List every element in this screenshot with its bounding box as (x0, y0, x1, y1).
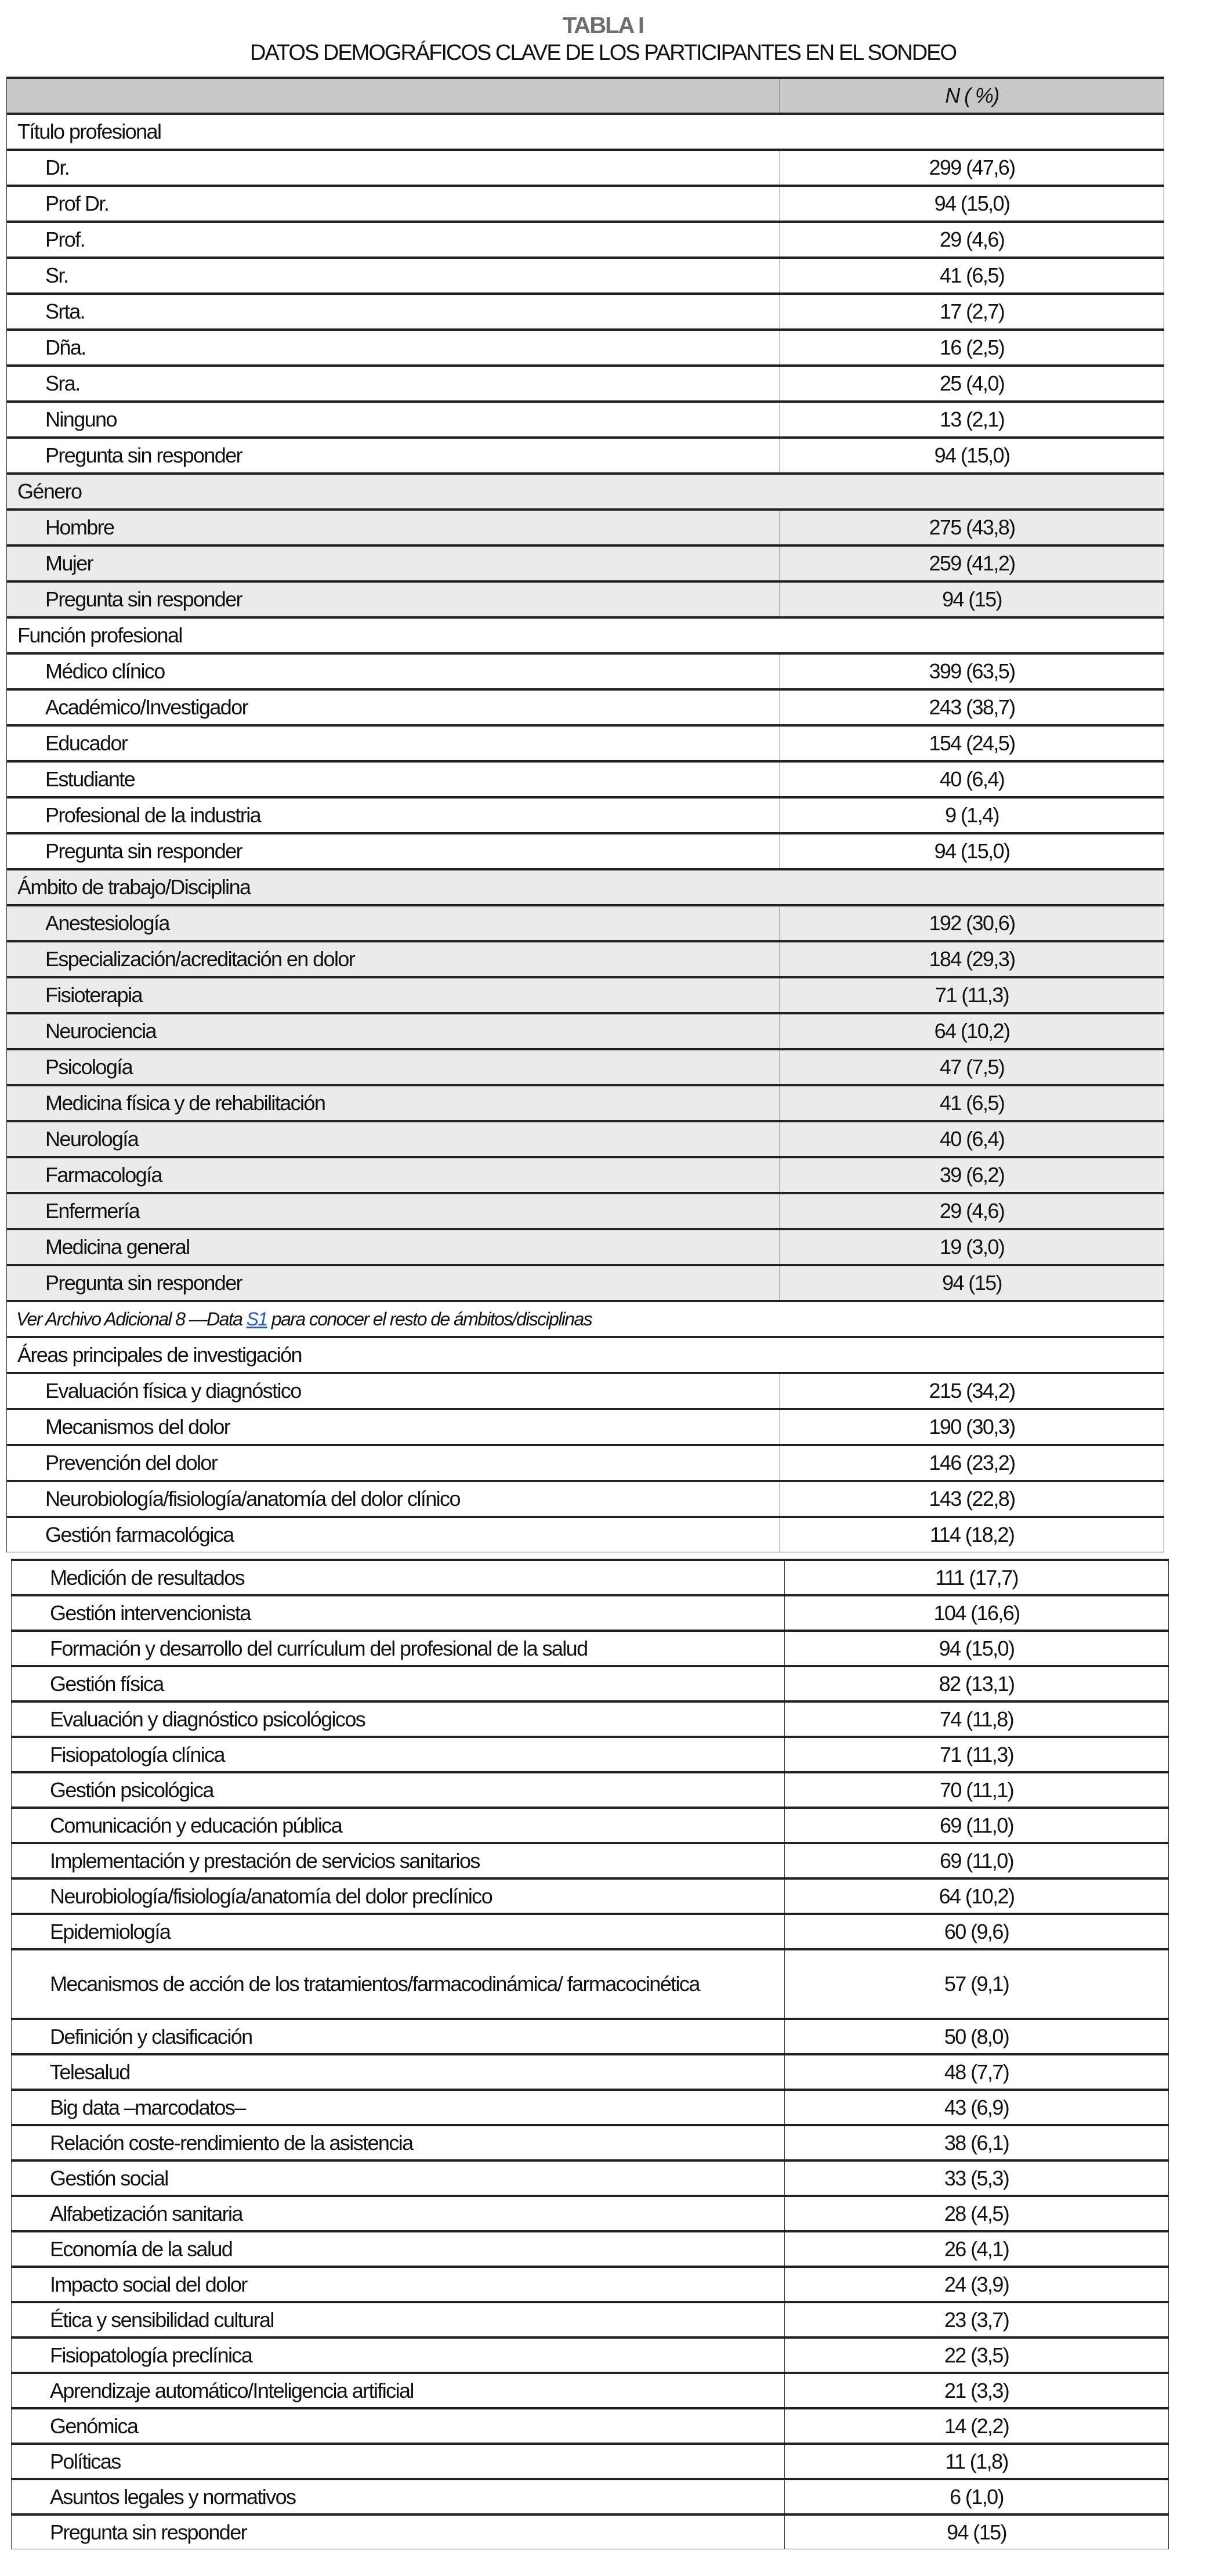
table-row (7, 1445, 1164, 1481)
table-row (12, 2514, 1169, 2549)
row-label: Epidemiología (12, 1914, 785, 1949)
row-value: 28 (4,5) (785, 2196, 1169, 2231)
table-header-row (7, 78, 1164, 114)
row-label: Políticas (12, 2444, 785, 2479)
row-label: Medicina física y de rehabilitación (7, 1085, 780, 1121)
row-value: 48 (7,7) (785, 2054, 1169, 2090)
row-label: Formación y desarrollo del currículum del profesional de la salud (12, 1631, 785, 1666)
row-label: Pregunta sin responder (7, 833, 780, 869)
table-row (12, 2408, 1169, 2444)
table-row (7, 294, 1164, 330)
row-value: 82 (13,1) (785, 1666, 1169, 1701)
row-value: 114 (18,2) (780, 1517, 1164, 1552)
demographics-table-continuation (11, 1559, 1169, 2549)
row-value: 275 (43,8) (780, 510, 1164, 545)
note-row (7, 1301, 1164, 1337)
row-value: 21 (3,3) (785, 2373, 1169, 2408)
row-value: 22 (3,5) (785, 2337, 1169, 2373)
row-value: 17 (2,7) (780, 294, 1164, 330)
table-row (12, 2196, 1169, 2231)
row-value: 399 (63,5) (780, 653, 1164, 689)
table-row (7, 1121, 1164, 1157)
supplement-link[interactable]: S1 (246, 1308, 267, 1329)
row-label: Comunicación y educación pública (12, 1808, 785, 1843)
row-value: 40 (6,4) (780, 1121, 1164, 1157)
row-value: 243 (38,7) (780, 689, 1164, 725)
table-row (7, 797, 1164, 833)
row-value: 6 (1,0) (785, 2479, 1169, 2514)
row-label: Neurobiología/fisiología/anatomía del dolor preclínico (12, 1878, 785, 1914)
table-row (7, 761, 1164, 797)
row-label: Pregunta sin responder (7, 438, 780, 474)
table-row (7, 1193, 1164, 1229)
row-value: 69 (11,0) (785, 1843, 1169, 1878)
row-label: Psicología (7, 1049, 780, 1085)
row-label: Médico clínico (7, 653, 780, 689)
row-value: 94 (15,0) (780, 438, 1164, 474)
table-row (7, 1229, 1164, 1265)
table-row (12, 1949, 1169, 2019)
table-row (12, 2125, 1169, 2160)
section-label: Función profesional (7, 617, 1164, 653)
table-row (7, 977, 1164, 1013)
table-row (12, 2090, 1169, 2125)
row-value: 69 (11,0) (785, 1808, 1169, 1843)
row-label: Estudiante (7, 761, 780, 797)
note-text-before: Ver Archivo Adicional 8 —Data (16, 1308, 247, 1329)
table-row (12, 1878, 1169, 1914)
row-value: 41 (6,5) (780, 1085, 1164, 1121)
table-row (7, 1373, 1164, 1409)
row-value: 71 (11,3) (780, 977, 1164, 1013)
section-header-row (7, 617, 1164, 653)
row-label: Relación coste-rendimiento de la asistencia (12, 2125, 785, 2160)
table-row (7, 1157, 1164, 1193)
section-header-row (7, 474, 1164, 510)
row-value: 104 (16,6) (785, 1595, 1169, 1631)
row-label: Pregunta sin responder (7, 1265, 780, 1301)
table-row (12, 1631, 1169, 1666)
table-row (12, 1595, 1169, 1631)
row-value: 143 (22,8) (780, 1481, 1164, 1517)
row-value: 19 (3,0) (780, 1229, 1164, 1265)
section-label: Título profesional (7, 114, 1164, 150)
row-value: 60 (9,6) (785, 1914, 1169, 1949)
row-value: 39 (6,2) (780, 1157, 1164, 1193)
row-label: Prevención del dolor (7, 1445, 780, 1481)
table-row (7, 186, 1164, 222)
table-row (7, 905, 1164, 941)
row-label: Mecanismos del dolor (7, 1409, 780, 1445)
row-label: Prof Dr. (7, 186, 780, 222)
table-row (7, 581, 1164, 617)
row-value: 184 (29,3) (780, 941, 1164, 977)
row-label: Evaluación y diagnóstico psicológicos (12, 1701, 785, 1737)
row-label: Gestión farmacológica (7, 1517, 780, 1552)
table-title: TABLA I (562, 13, 644, 38)
row-value: 94 (15) (780, 581, 1164, 617)
row-label: Medición de resultados (12, 1560, 785, 1595)
row-label: Ninguno (7, 402, 780, 438)
row-label: Definición y clasificación (12, 2019, 785, 2054)
row-label: Fisiopatología clínica (12, 1737, 785, 1772)
row-value: 13 (2,1) (780, 402, 1164, 438)
row-value: 43 (6,9) (785, 2090, 1169, 2125)
table-row (7, 258, 1164, 294)
row-label: Neurología (7, 1121, 780, 1157)
row-label: Gestión social (12, 2160, 785, 2196)
row-label: Mecanismos de acción de los tratamientos/farmacodinámica/ farmacocinética (12, 1949, 785, 2019)
table-row (12, 1772, 1169, 1808)
table-row (12, 2337, 1169, 2373)
section-header-row (7, 114, 1164, 150)
row-value: 94 (15,0) (780, 186, 1164, 222)
demographics-table (6, 77, 1164, 1552)
table-row (7, 545, 1164, 581)
row-value: 192 (30,6) (780, 905, 1164, 941)
table-row (7, 1481, 1164, 1517)
row-label: Anestesiología (7, 905, 780, 941)
table-row (12, 2267, 1169, 2302)
table-row (12, 2302, 1169, 2337)
row-value: 190 (30,3) (780, 1409, 1164, 1445)
row-value: 9 (1,4) (780, 797, 1164, 833)
row-value: 24 (3,9) (785, 2267, 1169, 2302)
row-label: Asuntos legales y normativos (12, 2479, 785, 2514)
table-row (12, 2231, 1169, 2267)
table-row (12, 2054, 1169, 2090)
row-value: 74 (11,8) (785, 1701, 1169, 1737)
table-row (12, 2019, 1169, 2054)
row-value: 16 (2,5) (780, 330, 1164, 366)
row-value: 94 (15) (780, 1265, 1164, 1301)
header-blank-cell (7, 78, 780, 114)
row-value: 25 (4,0) (780, 366, 1164, 402)
header-n-percent: N ( %) (780, 78, 1164, 114)
row-value: 215 (34,2) (780, 1373, 1164, 1409)
row-value: 64 (10,2) (785, 1878, 1169, 1914)
row-label: Evaluación física y diagnóstico (7, 1373, 780, 1409)
row-label: Gestión psicológica (12, 1772, 785, 1808)
row-value: 38 (6,1) (785, 2125, 1169, 2160)
row-label: Neurociencia (7, 1013, 780, 1049)
row-value: 50 (8,0) (785, 2019, 1169, 2054)
section-label: Áreas principales de investigación (7, 1337, 1164, 1373)
row-label: Farmacología (7, 1157, 780, 1193)
table-row (7, 366, 1164, 402)
row-value: 29 (4,6) (780, 1193, 1164, 1229)
row-label: Dña. (7, 330, 780, 366)
row-value: 259 (41,2) (780, 545, 1164, 581)
row-label: Medicina general (7, 1229, 780, 1265)
row-label: Telesalud (12, 2054, 785, 2090)
row-value: 14 (2,2) (785, 2408, 1169, 2444)
row-value: 71 (11,3) (785, 1737, 1169, 1772)
row-label: Fisioterapia (7, 977, 780, 1013)
row-label: Gestión física (12, 1666, 785, 1701)
table-row (12, 1808, 1169, 1843)
row-value: 146 (23,2) (780, 1445, 1164, 1481)
row-value: 154 (24,5) (780, 725, 1164, 761)
row-label: Pregunta sin responder (12, 2514, 785, 2549)
row-label: Enfermería (7, 1193, 780, 1229)
table-row (12, 1843, 1169, 1878)
table-row (12, 2444, 1169, 2479)
table-row (12, 1914, 1169, 1949)
row-label: Sra. (7, 366, 780, 402)
row-label: Srta. (7, 294, 780, 330)
table-row (7, 1265, 1164, 1301)
table-row (7, 941, 1164, 977)
table-row (7, 653, 1164, 689)
table-row (7, 1013, 1164, 1049)
row-label: Pregunta sin responder (7, 581, 780, 617)
section-header-row (7, 869, 1164, 905)
row-label: Académico/Investigador (7, 689, 780, 725)
row-label: Dr. (7, 150, 780, 186)
table-row (7, 222, 1164, 258)
table-row (12, 2160, 1169, 2196)
row-value: 11 (1,8) (785, 2444, 1169, 2479)
note-text-after: para conocer el resto de ámbitos/disciplinas (267, 1308, 592, 1329)
row-label: Especialización/acreditación en dolor (7, 941, 780, 977)
table-row (12, 2479, 1169, 2514)
row-value: 26 (4,1) (785, 2231, 1169, 2267)
row-label: Fisiopatología preclínica (12, 2337, 785, 2373)
table-row (12, 1666, 1169, 1701)
row-value: 29 (4,6) (780, 222, 1164, 258)
table-row (12, 1737, 1169, 1772)
row-label: Implementación y prestación de servicios sanitarios (12, 1843, 785, 1878)
section-label: Ámbito de trabajo/Disciplina (7, 869, 1164, 905)
row-label: Ética y sensibilidad cultural (12, 2302, 785, 2337)
row-value: 111 (17,7) (785, 1560, 1169, 1595)
row-value: 64 (10,2) (780, 1013, 1164, 1049)
row-value: 41 (6,5) (780, 258, 1164, 294)
section-header-row (7, 1337, 1164, 1373)
row-label: Aprendizaje automático/Inteligencia artificial (12, 2373, 785, 2408)
row-label: Mujer (7, 545, 780, 581)
row-label: Prof. (7, 222, 780, 258)
table-row (7, 510, 1164, 545)
note-cell (7, 1301, 1164, 1337)
table-row (12, 2373, 1169, 2408)
row-value: 94 (15) (785, 2514, 1169, 2549)
row-label: Hombre (7, 510, 780, 545)
row-label: Big data –marcodatos– (12, 2090, 785, 2125)
row-value: 23 (3,7) (785, 2302, 1169, 2337)
row-label: Impacto social del dolor (12, 2267, 785, 2302)
row-label: Alfabetización sanitaria (12, 2196, 785, 2231)
table-row (7, 833, 1164, 869)
table-row (7, 1085, 1164, 1121)
row-value: 57 (9,1) (785, 1949, 1169, 2019)
table-subtitle: DATOS DEMOGRÁFICOS CLAVE DE LOS PARTICIPANTES EN EL SONDEO (249, 41, 957, 65)
table-row (7, 438, 1164, 474)
table-row (7, 330, 1164, 366)
section-label: Género (7, 474, 1164, 510)
table-row (12, 1560, 1169, 1595)
row-label: Neurobiología/fisiología/anatomía del dolor clínico (7, 1481, 780, 1517)
table-row (7, 1409, 1164, 1445)
row-label: Gestión intervencionista (12, 1595, 785, 1631)
row-value: 47 (7,5) (780, 1049, 1164, 1085)
row-value: 40 (6,4) (780, 761, 1164, 797)
row-label: Educador (7, 725, 780, 761)
row-value: 94 (15,0) (785, 1631, 1169, 1666)
row-label: Profesional de la industria (7, 797, 780, 833)
row-value: 299 (47,6) (780, 150, 1164, 186)
row-value: 94 (15,0) (780, 833, 1164, 869)
table-row (7, 1049, 1164, 1085)
row-label: Genómica (12, 2408, 785, 2444)
table-row (7, 689, 1164, 725)
table-row (7, 402, 1164, 438)
table-row (7, 150, 1164, 186)
row-value: 70 (11,1) (785, 1772, 1169, 1808)
row-label: Economía de la salud (12, 2231, 785, 2267)
row-label: Sr. (7, 258, 780, 294)
row-value: 33 (5,3) (785, 2160, 1169, 2196)
table-row (12, 1701, 1169, 1737)
table-row (7, 1517, 1164, 1552)
table-row (7, 725, 1164, 761)
